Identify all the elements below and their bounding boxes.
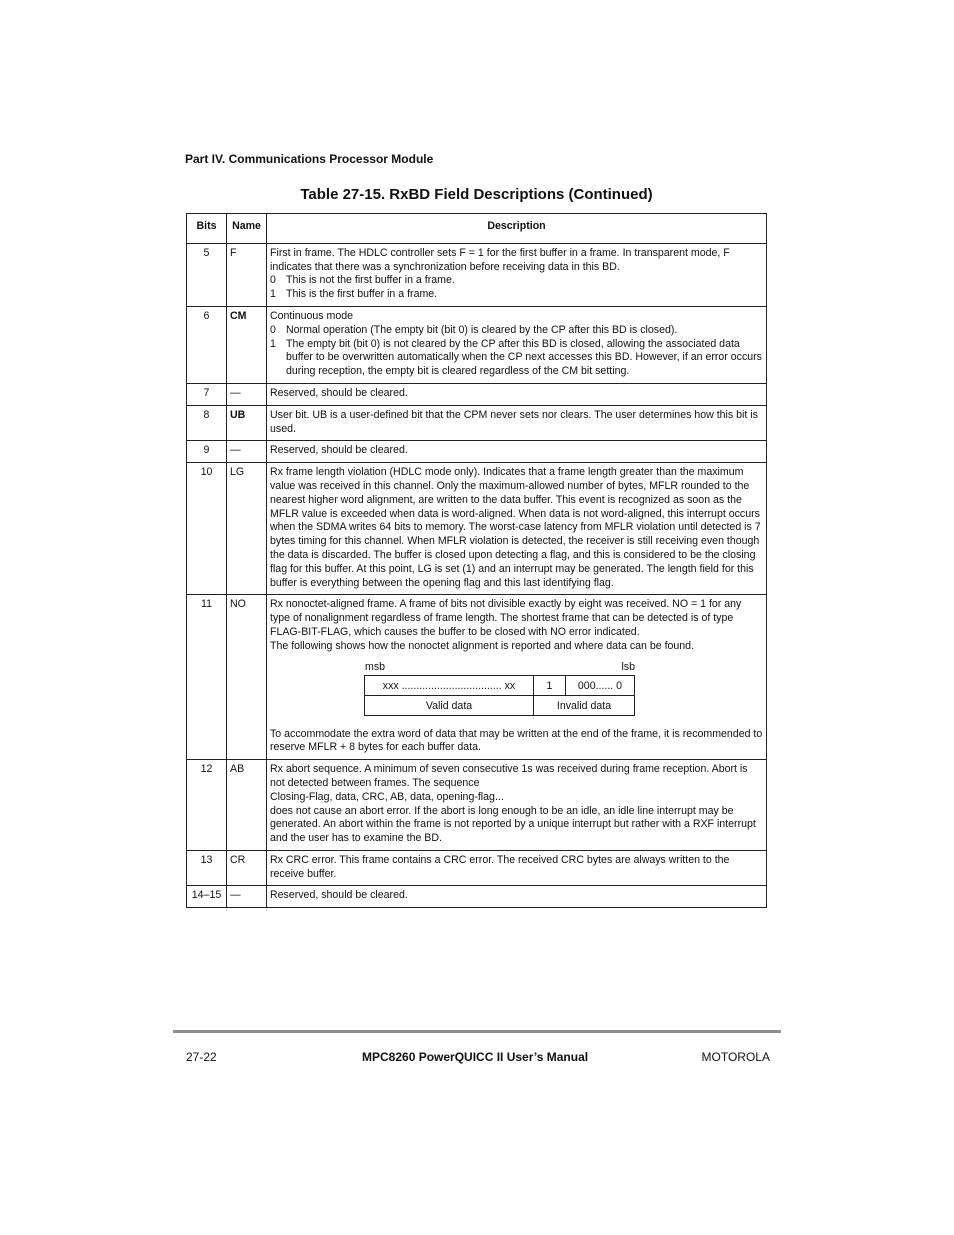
item-number: 1 (270, 337, 276, 350)
description-cell (267, 243, 767, 306)
column-header-description: Description (267, 214, 767, 244)
bits-cell: 9 (187, 441, 227, 463)
description-cell (267, 760, 767, 851)
list-item (270, 274, 763, 288)
bits-cell: 6 (187, 306, 227, 383)
name-cell: CM (227, 306, 267, 383)
list-item (270, 324, 763, 338)
running-head: Part IV. Communications Processor Module (185, 152, 434, 166)
description-text: Rx nonoctet-aligned frame. A frame of bits not divisible exactly by eight was received. NO = 1 for any type of nonalignment regardless of frame length. The shortest frame that can be detected is of type FLAG-BIT-FLAG, which causes the buffer to be closed with NO error indicated. (270, 598, 742, 638)
table-row (187, 306, 767, 383)
description-text: Continuous mode (270, 309, 354, 322)
description-cell (267, 463, 767, 595)
bits-cell: 12 (187, 760, 227, 851)
zero-bits-cell: 000...... 0 (565, 675, 635, 696)
bits-cell: 13 (187, 850, 227, 886)
nonoctet-alignment-diagram (365, 661, 635, 716)
item-number: 1 (270, 288, 276, 301)
description-cell (267, 441, 767, 463)
diagram-bit-labels (365, 661, 635, 676)
name-cell: CR (227, 850, 267, 886)
footer-rule (173, 1030, 781, 1033)
company-name: MOTOROLA (701, 1050, 770, 1064)
list-item (270, 288, 763, 302)
item-number: 0 (270, 274, 276, 287)
description-text: Reserved, should be cleared. (270, 444, 408, 457)
description-text: User bit. UB is a user-defined bit that the CPM never sets nor clears. The user determines how this bit is used. (270, 408, 758, 435)
description-cell (267, 850, 767, 886)
table-row (187, 383, 767, 405)
table-header-row (187, 214, 767, 244)
column-header-bits: Bits (187, 214, 227, 244)
description-text: does not cause an abort error. If the abort is long enough to be an idle, an idle line interrupt may be generated. An abort within the frame is not reported by a unique interrupt but rather with a RXF interrupt and the user has to examine the BD. (270, 804, 756, 845)
bits-cell: 8 (187, 405, 227, 441)
item-number: 0 (270, 323, 276, 336)
bits-cell: 11 (187, 595, 227, 760)
valid-data-label: Valid data (364, 695, 534, 716)
one-bit-cell: 1 (533, 675, 566, 696)
name-cell: F (227, 243, 267, 306)
table-row (187, 441, 767, 463)
bits-cell: 10 (187, 463, 227, 595)
bits-cell: 7 (187, 383, 227, 405)
table-row (187, 405, 767, 441)
table-row (187, 760, 767, 851)
rxbd-field-table (186, 213, 767, 908)
description-text: Rx CRC error. This frame contains a CRC error. The received CRC bytes are always written to the receive buffer. (270, 853, 730, 880)
item-text: This is not the first buffer in a frame. (286, 274, 455, 287)
name-cell: AB (227, 760, 267, 851)
description-text: Reserved, should be cleared. (270, 386, 408, 399)
description-text: Rx abort sequence. A minimum of seven consecutive 1s was received during frame reception. Abort is not detected between frames. The sequence (270, 763, 748, 789)
diagram-grid (365, 676, 635, 716)
item-text: The empty bit (bit 0) is not cleared by the CP after this BD is closed, allowing the associated data buffer to be overwritten automatically when the CP next accesses this BD. However, if an error occurs during reception, the empty bit is cleared regardless of the CM bit setting. (286, 337, 762, 378)
item-text: This is the first buffer in a frame. (286, 288, 438, 301)
invalid-data-label: Invalid data (533, 695, 635, 716)
list-item (270, 338, 763, 379)
description-text: Rx frame length violation (HDLC mode only). Indicates that a frame length greater than the maximum value was received in this channel. Only the maximum-allowed number of bytes, MFLR rounded to the nearest higher word alignment, are written to the data buffer. This event is recognized as soon as the MFLR value is exceeded when data is word-aligned. When data is not word-aligned, this interrupt occurs when the SDMA writes 64 bits to memory. The worst-case latency from MFLR violation until detected is 7 bytes timing for this channel. When MFLR violation is detected, the receiver is still receiving even though the data is discarded. The buffer is closed upon detecting a flag, and this is considered to be the closing flag for this buffer. At this point, LG is set (1) and an interrupt may be generated. The length field for this buffer is everything between the opening flag and this last identifying flag. (270, 466, 761, 589)
msb-label: msb (365, 660, 386, 673)
description-cell (267, 886, 767, 908)
lsb-label: lsb (621, 660, 635, 673)
description-text: Closing-Flag, data, CRC, AB, data, opening-flag... (270, 790, 504, 803)
table-row (187, 243, 767, 306)
name-cell: LG (227, 463, 267, 595)
bits-cell: 5 (187, 243, 227, 306)
description-text: First in frame. The HDLC controller sets F = 1 for the first buffer in a frame. In transparent mode, F indicates that there was a synchronization before receiving data in this BD. (270, 246, 730, 273)
name-cell: — (227, 441, 267, 463)
name-cell: — (227, 886, 267, 908)
table-row (187, 595, 767, 760)
bits-cell: 14–15 (187, 886, 227, 908)
description-text: The following shows how the nonoctet alignment is reported and where data can be found. (270, 639, 695, 652)
description-cell (267, 595, 767, 760)
item-text: Normal operation (The empty bit (bit 0) is cleared by the CP after this BD is closed). (286, 323, 678, 336)
description-text: To accommodate the extra word of data that may be written at the end of the frame, it is recommended to reserve MFLR + 8 bytes for each buffer data. (270, 727, 763, 754)
name-cell: — (227, 383, 267, 405)
name-cell: UB (227, 405, 267, 441)
page-number: 27-22 (186, 1050, 217, 1064)
name-cell: NO (227, 595, 267, 760)
description-cell (267, 306, 767, 383)
manual-title: MPC8260 PowerQUICC II User’s Manual (362, 1050, 589, 1064)
description-cell (267, 383, 767, 405)
column-header-name: Name (227, 214, 267, 244)
table-title: Table 27-15. RxBD Field Descriptions (Continued) (300, 186, 653, 203)
description-cell (267, 405, 767, 441)
table-row (187, 463, 767, 595)
valid-bits-cell: xxx .................................. xx (364, 675, 534, 696)
table-row (187, 886, 767, 908)
table-row (187, 850, 767, 886)
description-text: Reserved, should be cleared. (270, 889, 408, 902)
